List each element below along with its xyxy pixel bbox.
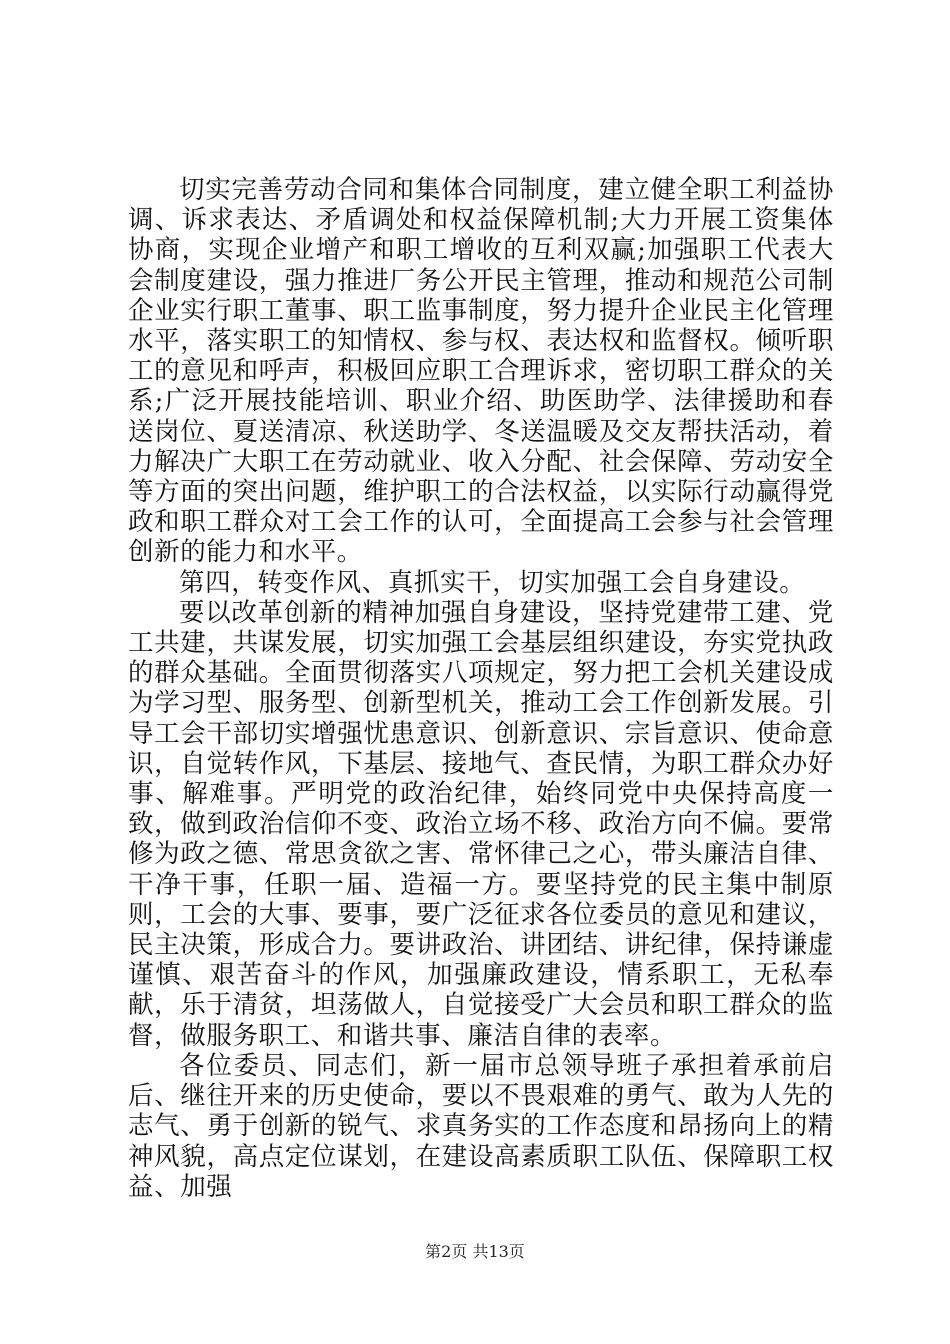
paragraph-section-heading: 第四，转变作风、真抓实干，切实加强工会自身建设。 <box>179 567 806 598</box>
paragraph-self-building: 要以改革创新的精神加强自身建设，坚持党建带工建、党工共建，共谋发展，切实加强工会基层组织建设，夯实党执政的群众基础。全面贯彻落实八项规定，努力把工会机关建设成为学习型、服务型、创新型机关，推动工会工作创新发展。引导工会干部切实增强忧患意识、创新意识、宗旨意识、使命意识，自觉转作风，下基层、接地气、查民情，为职工群众办好事、解难事。严明党的政治纪律，始终同党中央保持高度一致，做到政治信仰不变、政治立场不移、政治方向不偏。要常修为政之德、常思贪欲之害、常怀律己之心，带头廉洁自律、干净干事，任职一届、造福一方。要坚持党的民主集中制原则，工会的大事、要事，要广泛征求各位委员的意见和建议，民主决策，形成合力。要讲政治、讲团结、讲纪律，保持谦虚谨慎、艰苦奋斗的作风，加强廉政建设，情系职工，无私奉献，乐于清贫，坦荡做人，自觉接受广大会员和职工群众的监督，做服务职工、和谐共事、廉洁自律的表率。 <box>128 597 834 1051</box>
paragraph-rights-protection: 切实完善劳动合同和集体合同制度，建立健全职工利益协调、诉求表达、矛盾调处和权益保障机制;大力开展工资集体协商，实现企业增产和职工增收的互利双赢;加强职工代表大会制度建设，强力推进厂务公开民主管理，推动和规范公司制企业实行职工董事、职工监事制度，努力提升企业民主化管理水平，落实职工的知情权、参与权、表达权和监督权。倾听职工的意见和呼声，积极回应职工合理诉求，密切职工群众的关系;广泛开展技能培训、职业介绍、助医助学、法律援助和春送岗位、夏送清凉、秋送助学、冬送温暖及交友帮扶活动，着力解决广大职工在劳动就业、收入分配、社会保障、劳动安全等方面的突出问题，维护职工的合法权益，以实际行动赢得党政和职工群众对工会工作的认可，全面提高工会参与社会管理创新的能力和水平。 <box>128 175 834 568</box>
page-number-footer: 第2页 共13页 <box>425 1242 525 1261</box>
document-body <box>128 175 834 1202</box>
paragraph-closing-address: 各位委员、同志们，新一届市总领导班子承担着承前启后、继往开来的历史使命，要以不畏艰难的勇气、敢为人先的志气、勇于创新的锐气、求真务实的工作态度和昂扬向上的精神风貌，高点定位谋划，在建设高素质职工队伍、保障职工权益、加强 <box>128 1050 834 1202</box>
